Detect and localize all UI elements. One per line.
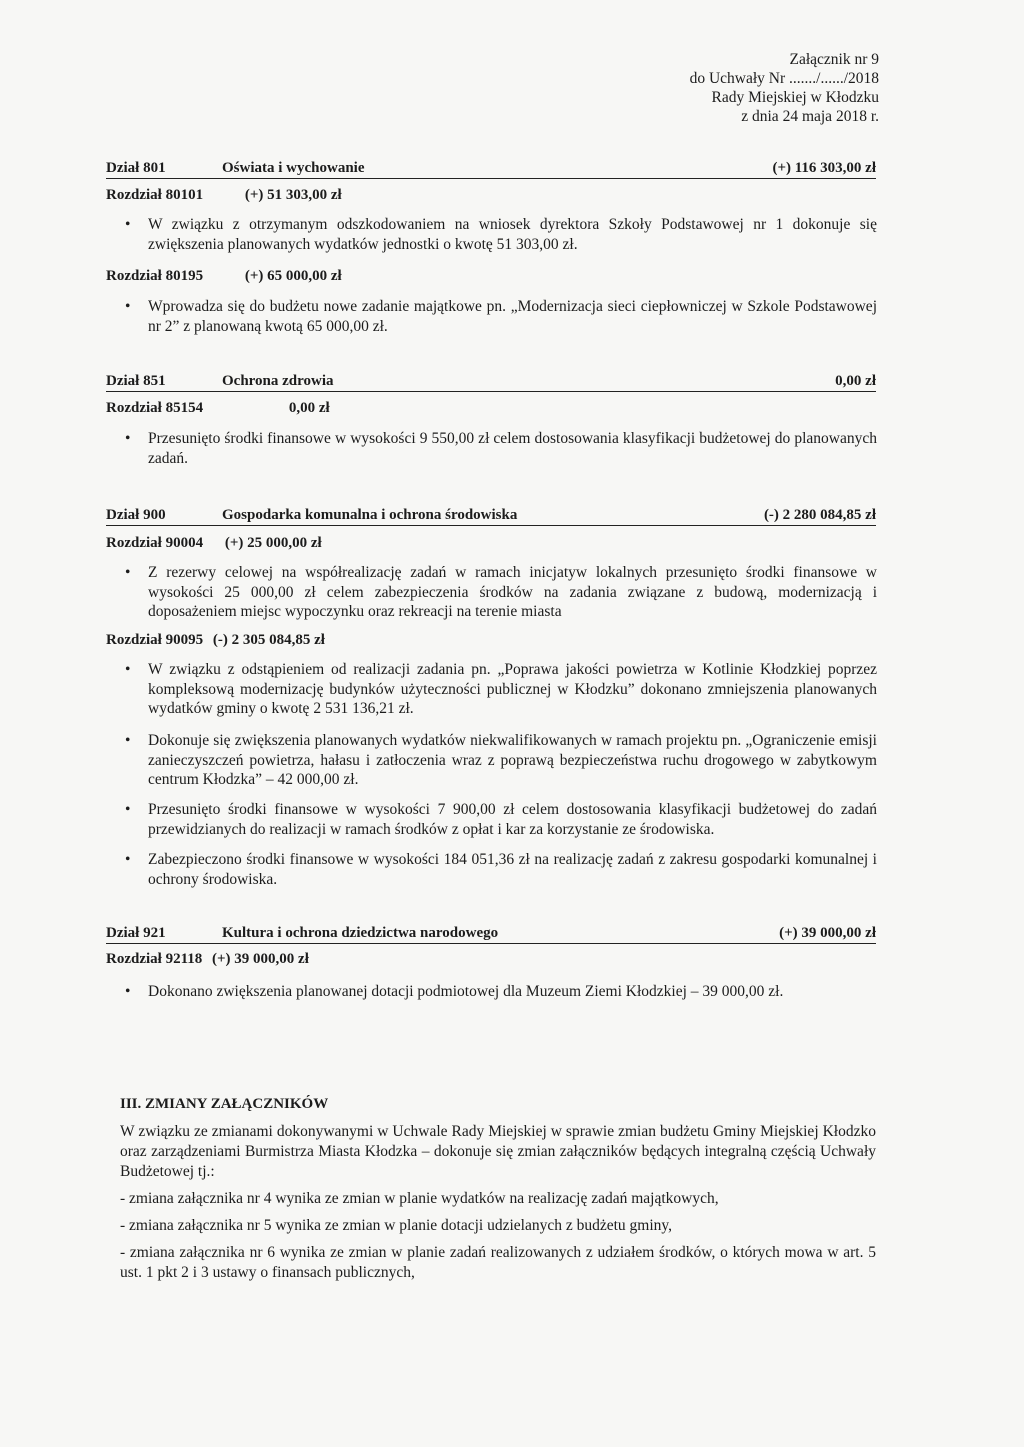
- bullet-text: Wprowadza się do budżetu nowe zadanie majątkowe pn. „Modernizacja sieci ciepłowniczej w Szkole Podstawowej nr 2” z planowaną kwotą 65 000,00 zł.: [148, 298, 877, 335]
- rozdzial-code: Rozdział 90004: [106, 535, 204, 551]
- rozdzial-85154: [106, 400, 330, 417]
- dzial-amount: 0,00 zł: [835, 373, 876, 389]
- bullet-text: W związku z otrzymanym odszkodowaniem na wniosek dyrektora Szkoły Podstawowej nr 1 dokonuje się zwiększenia planowanych wydatków jednostki o kwotę 51 303,00 zł.: [148, 216, 877, 253]
- rozdzial-code: Rozdział 80195: [106, 268, 204, 284]
- dzial-900-heading: [106, 505, 876, 526]
- bullet-icon: •: [125, 564, 131, 581]
- bullet-icon: •: [125, 801, 131, 818]
- bullet-icon: •: [125, 732, 131, 749]
- dzial-code: Dział 900: [106, 507, 166, 523]
- dzial-801-heading: [106, 158, 876, 179]
- dzial-name: Oświata i wychowanie: [222, 160, 365, 176]
- part-3-intro: W związku ze zmianami dokonywanymi w Uchwale Rady Miejskiej w sprawie zmian budżetu Gminy Miejskiej Kłodzko oraz zarządzeniami Burmistrza Miasta Kłodzka – dokonuje się zmian załączników będących integralną częścią Uchwały Budżetowej tj.:: [120, 1123, 876, 1180]
- bullet-icon: •: [125, 216, 131, 233]
- rozdzial-amount: (-) 2 305 084,85 zł: [212, 632, 325, 648]
- rozdzial-90004: [106, 535, 322, 552]
- list-item: - zmiana załącznika nr 6 wynika ze zmian w planie zadań realizowanych z udziałem środków, o których mowa w art. 5 ust. 1 pkt 2 i 3 ustawy o finansach publicznych,: [120, 1244, 876, 1281]
- header-line-4: z dnia 24 maja 2018 r.: [741, 108, 879, 125]
- bullet-icon: •: [125, 430, 131, 447]
- dzial-name: Ochrona zdrowia: [222, 373, 334, 389]
- dzial-name: Kultura i ochrona dziedzictwa narodowego: [222, 925, 499, 941]
- bullet-text: Przesunięto środki finansowe w wysokości 9 550,00 zł celem dostosowania klasyfikacji budżetowej do planowanych zadań.: [148, 430, 877, 467]
- dzial-851-heading: [106, 371, 876, 392]
- rozdzial-code: Rozdział 90095: [106, 632, 204, 648]
- header-line-2: do Uchwały Nr ......./....../2018: [689, 70, 879, 87]
- list-item: - zmiana załącznika nr 5 wynika ze zmian w planie dotacji udzielanych z budżetu gminy,: [120, 1217, 673, 1234]
- bullet-text: Dokonuje się zwiększenia planowanych wydatków niekwalifikowanych w ramach projektu pn. „Ograniczenie emisji zanieczyszczeń powietrza, hałasu i zatłoczenia wraz z poprawą bezpieczeństwa ruchu drogowego w zabytkowym centrum Kłodzka” – 42 000,00 zł.: [148, 732, 877, 788]
- bullet-text: Zabezpieczono środki finansowe w wysokości 184 051,36 zł na realizację zadań z zakresu gospodarki komunalnej i ochrony środowiska.: [148, 851, 877, 888]
- bullet-text: Dokonano zwiększenia planowanej dotacji podmiotowej dla Muzeum Ziemi Kłodzkiej – 39 000,00 zł.: [148, 983, 784, 1000]
- list-item: - zmiana załącznika nr 4 wynika ze zmian w planie wydatków na realizację zadań majątkowych,: [120, 1190, 719, 1207]
- rozdzial-amount: (+) 65 000,00 zł: [244, 268, 342, 284]
- rozdzial-90095: [106, 632, 325, 649]
- header-line-1: Załącznik nr 9: [789, 51, 879, 68]
- rozdzial-amount: 0,00 zł: [288, 400, 330, 416]
- rozdzial-code: Rozdział 92118: [106, 951, 203, 967]
- dzial-amount: (-) 2 280 084,85 zł: [763, 507, 876, 523]
- bullet-text: Przesunięto środki finansowe w wysokości 7 900,00 zł celem dostosowania klasyfikacji budżetowej do zadań przewidzianych do realizacji w ramach środków z opłat i kar za korzystanie ze środowiska.: [148, 801, 877, 838]
- rozdzial-80101: [106, 187, 342, 204]
- dzial-name: Gospodarka komunalna i ochrona środowiska: [222, 507, 518, 523]
- rozdzial-code: Rozdział 85154: [106, 400, 204, 416]
- section-title-part-3: III. ZMIANY ZAŁĄCZNIKÓW: [120, 1096, 329, 1112]
- bullet-icon: •: [125, 851, 131, 868]
- rozdzial-code: Rozdział 80101: [106, 187, 204, 203]
- rozdzial-amount: (+) 51 303,00 zł: [244, 187, 342, 203]
- dzial-code: Dział 921: [106, 925, 166, 941]
- rozdzial-amount: (+) 25 000,00 zł: [224, 535, 322, 551]
- dzial-921-heading: [106, 923, 876, 944]
- attachment-header: [690, 50, 879, 126]
- rozdzial-amount: (+) 39 000,00 zł: [212, 951, 309, 967]
- bullet-text: Z rezerwy celowej na współrealizację zadań w ramach inicjatyw lokalnych przesunięto środki finansowe w wysokości 25 000,00 zł celem zabezpieczenia środków na zadania związane z budową, modernizacją i doposażeniem miejsc wypoczynku oraz rekreacji na terenie miasta: [148, 564, 877, 620]
- dzial-code: Dział 851: [106, 373, 166, 389]
- bullet-icon: •: [125, 298, 131, 315]
- header-line-3: Rady Miejskiej w Kłodzku: [711, 89, 879, 106]
- dzial-amount: (+) 39 000,00 zł: [779, 925, 876, 941]
- bullet-text: W związku z odstąpieniem od realizacji zadania pn. „Poprawa jakości powietrza w Kotlinie Kłodzkiej poprzez kompleksową modernizację budynków użyteczności publicznej w Kłodzku” dokonano zmniejszenia planowanych wydatków gminy o kwotę 2 531 136,21 zł.: [148, 661, 877, 717]
- rozdzial-92118: [106, 951, 309, 968]
- bullet-icon: •: [125, 661, 131, 678]
- rozdzial-80195: [106, 268, 342, 285]
- dzial-code: Dział 801: [106, 160, 166, 176]
- dzial-amount: (+) 116 303,00 zł: [772, 160, 876, 176]
- bullet-icon: •: [125, 983, 131, 1000]
